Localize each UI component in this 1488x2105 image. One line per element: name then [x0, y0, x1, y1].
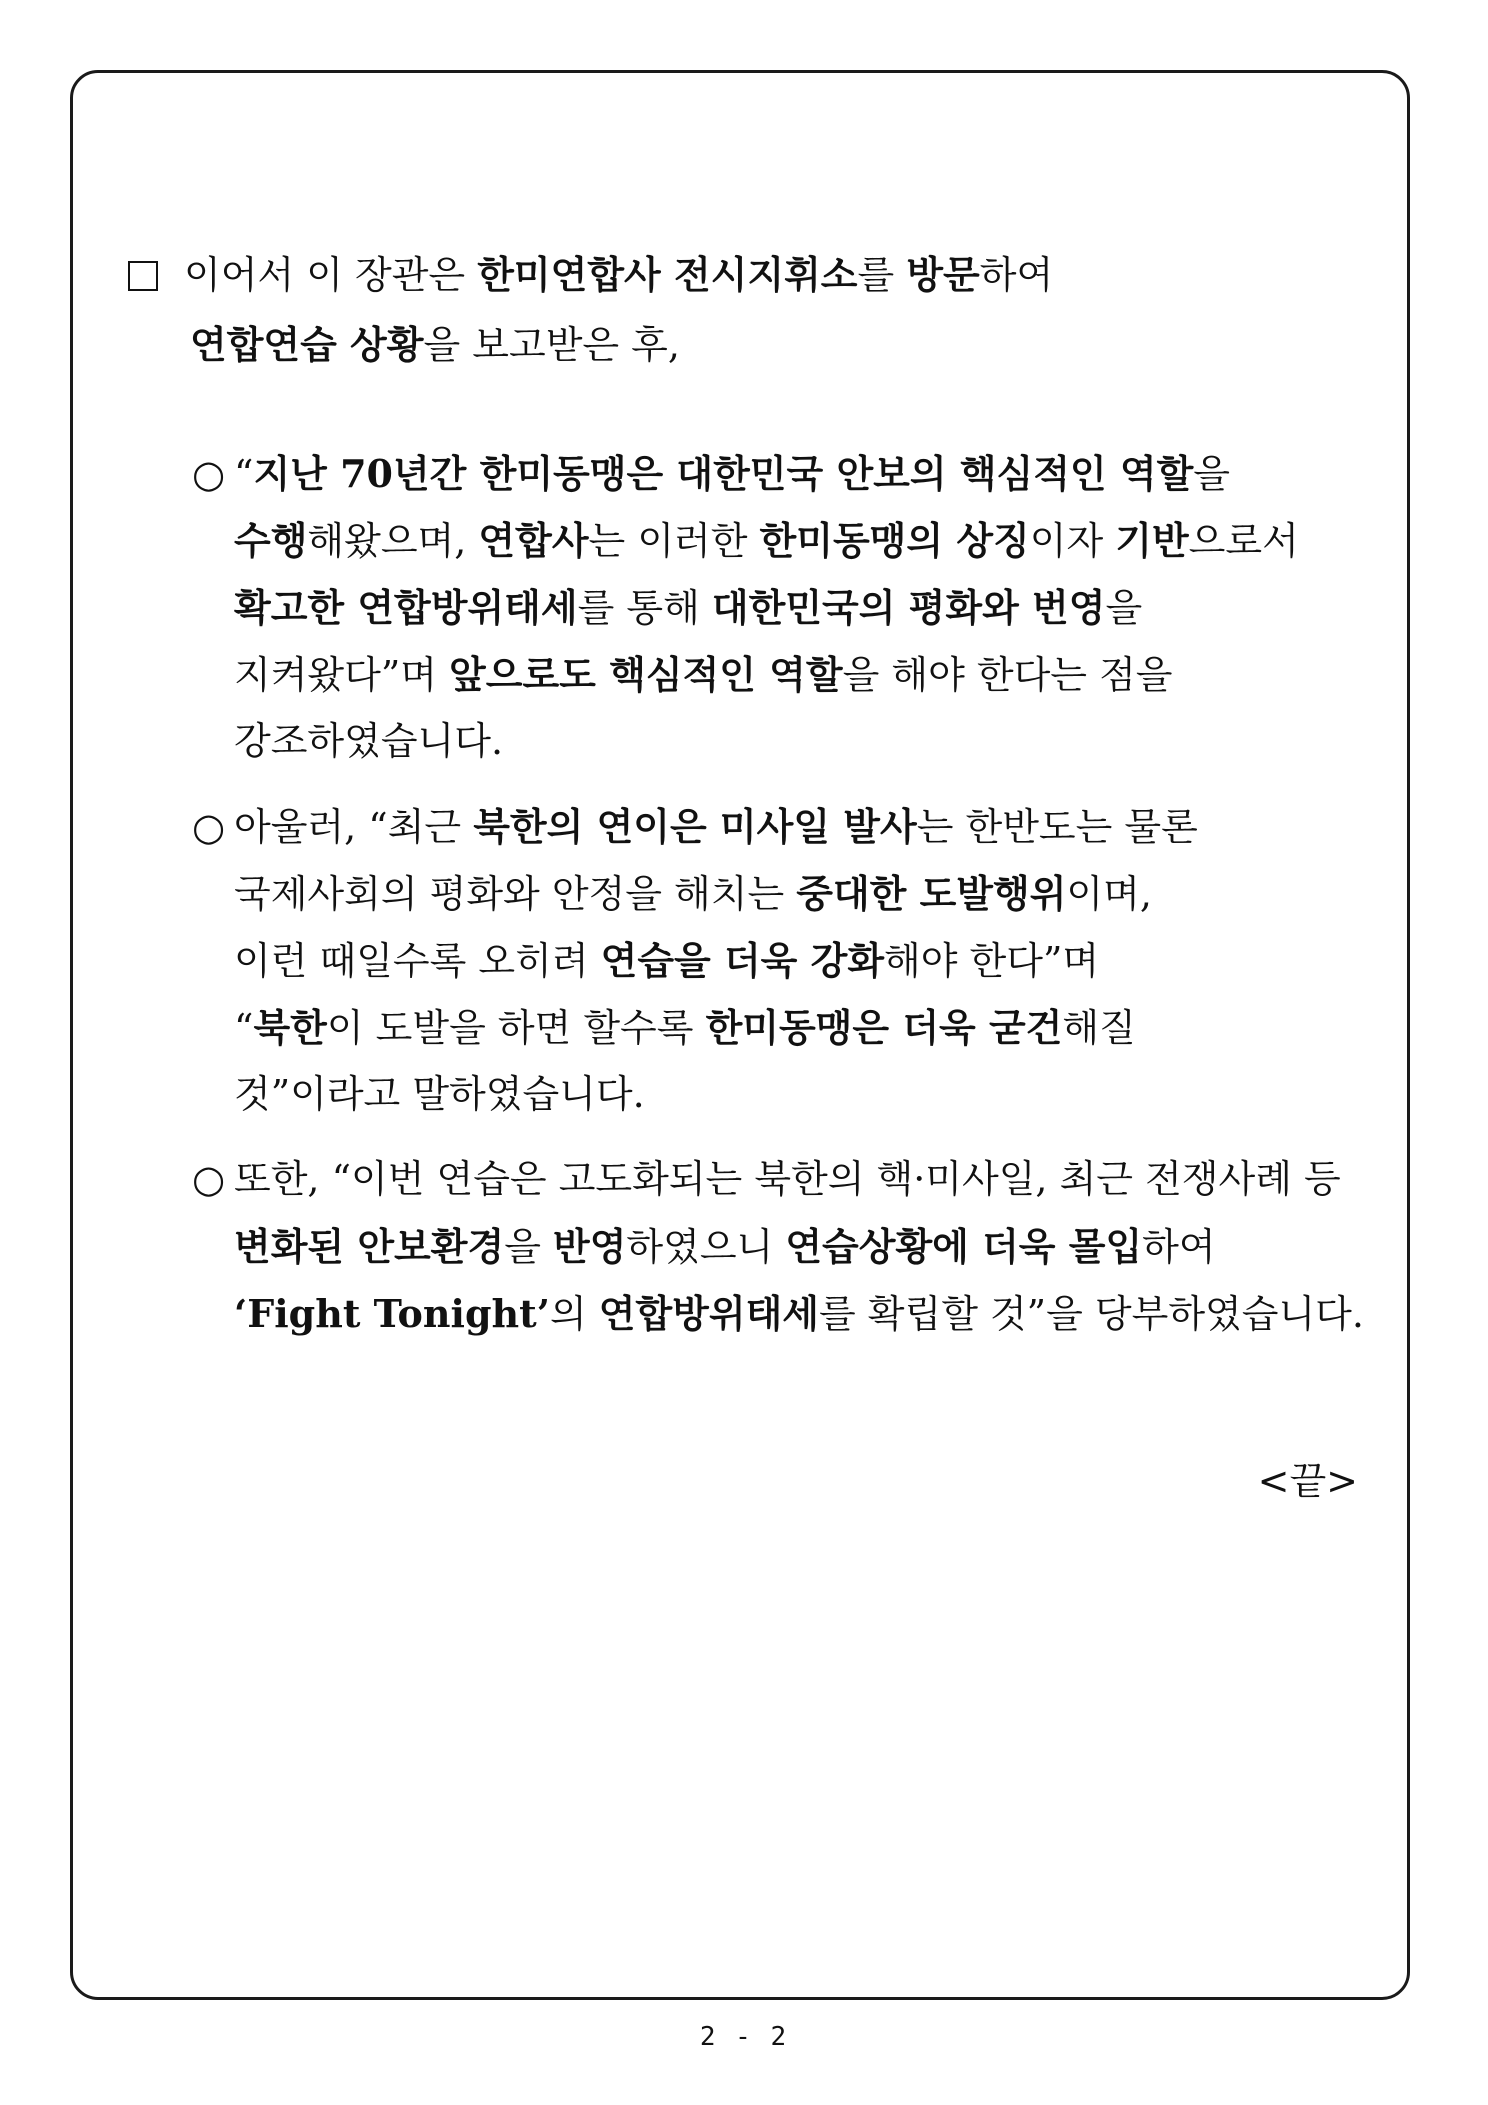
text: “: [234, 452, 254, 496]
bold-text: 대한민국의 평화와 번영: [711, 585, 1106, 630]
text: 해야 한다”며: [884, 939, 1100, 983]
bullet-line: [192, 1146, 1364, 1213]
bold-text: 연습상황에 더욱 몰입: [785, 1224, 1143, 1269]
bold-text: ‘Fight Tonight’: [234, 1291, 550, 1336]
page-number: 2 - 2: [699, 2022, 789, 2052]
bold-text: 수행: [234, 518, 308, 563]
bold-text: 한미동맹은 더욱 굳건: [705, 1005, 1063, 1050]
bullet-item-1: [192, 440, 1299, 775]
text: 해질: [1062, 1006, 1136, 1050]
circle-bullet-icon: ○: [192, 1157, 226, 1201]
bold-text: 중대한 도발행위: [796, 871, 1067, 916]
bold-text: 지난 70년간 한미동맹은 대한민국 안보의 핵심적인 역할: [253, 451, 1194, 496]
text: 강조하였습니다.: [234, 719, 504, 763]
text: 을 보고받은 후,: [423, 323, 680, 367]
text: 하였으니: [626, 1225, 786, 1269]
bold-text: 연습을 더욱 강화: [600, 938, 885, 983]
lead-line-2: [128, 310, 1053, 380]
bold-text: 한미동맹의 상징: [759, 518, 1030, 563]
text: 으로서: [1188, 519, 1299, 563]
text: 것”이라고 말하였습니다.: [234, 1072, 645, 1116]
bold-text: 확고한 연합방위태세: [234, 585, 578, 630]
text: 을 해야 한다는 점을: [842, 653, 1173, 697]
bold-text: 연합방위태세: [598, 1291, 819, 1336]
text: 이어서 이 장관은: [184, 253, 478, 297]
bold-text: 연합연습 상황: [190, 322, 424, 367]
text: 는 이러한: [588, 519, 760, 563]
circle-bullet-icon: ○: [192, 805, 226, 849]
bullet-line: [192, 1213, 1364, 1280]
bullet-line: [192, 860, 1198, 927]
bold-text: 앞으로도 핵심적인 역할: [449, 652, 843, 697]
bold-text: 반영: [552, 1224, 627, 1269]
text: 을: [504, 1225, 553, 1269]
text: 지켜왔다”며: [234, 653, 450, 697]
bullet-line: [192, 507, 1299, 574]
text: 이자: [1029, 519, 1116, 563]
bold-text: 방문: [906, 252, 980, 297]
bold-text: 북한의 연이은 미사일 발사: [473, 804, 917, 849]
text: 해왔으며,: [307, 519, 479, 563]
text: 를 확립할 것”을 당부하였습니다.: [818, 1292, 1364, 1336]
bold-text: 한미연합사 전시지휘소: [477, 252, 858, 297]
text: 이런 때일수록 오히려: [234, 939, 601, 983]
bullet-line: [192, 1061, 1198, 1128]
bullet-item-3: [192, 1146, 1364, 1347]
checkbox-square-icon: [128, 261, 158, 291]
bullet-item-2: [192, 793, 1198, 1128]
text: 의: [549, 1292, 599, 1336]
text: 하여: [979, 253, 1054, 297]
text: 이 도발을 하면 할수록: [326, 1006, 706, 1050]
text: 아울러, “최근: [234, 805, 474, 849]
text: 를 통해: [577, 586, 712, 630]
text: 하여: [1142, 1225, 1216, 1269]
text: 국제사회의 평화와 안정을 해치는: [234, 872, 797, 916]
text: 또한, “이번 연습은 고도화되는 북한의 핵·미사일, 최근 전쟁사례 등: [234, 1157, 1341, 1201]
circle-bullet-icon: ○: [192, 452, 226, 496]
bold-text: 변화된 안보환경: [234, 1224, 505, 1269]
text: 이며,: [1066, 872, 1152, 916]
bullet-line: [192, 574, 1299, 641]
bullet-line: [192, 1280, 1364, 1347]
lead-paragraph: [128, 240, 1053, 380]
bullet-line: [192, 708, 1299, 775]
bullet-line: [192, 793, 1198, 860]
text: 을: [1105, 586, 1143, 630]
text: “: [234, 1006, 254, 1050]
bold-text: 북한: [253, 1005, 327, 1050]
bullet-line: [192, 994, 1198, 1061]
end-mark: <끝>: [1257, 1459, 1358, 1503]
lead-line-1: [128, 240, 1053, 310]
text: 를: [857, 253, 907, 297]
bullet-line: [192, 641, 1299, 708]
text: 는 한반도는 물론: [916, 805, 1198, 849]
bold-text: 연합사: [478, 518, 589, 563]
bullet-line: [192, 927, 1198, 994]
bold-text: 기반: [1115, 518, 1189, 563]
text: 을: [1193, 452, 1230, 496]
bullet-line: [192, 440, 1299, 507]
